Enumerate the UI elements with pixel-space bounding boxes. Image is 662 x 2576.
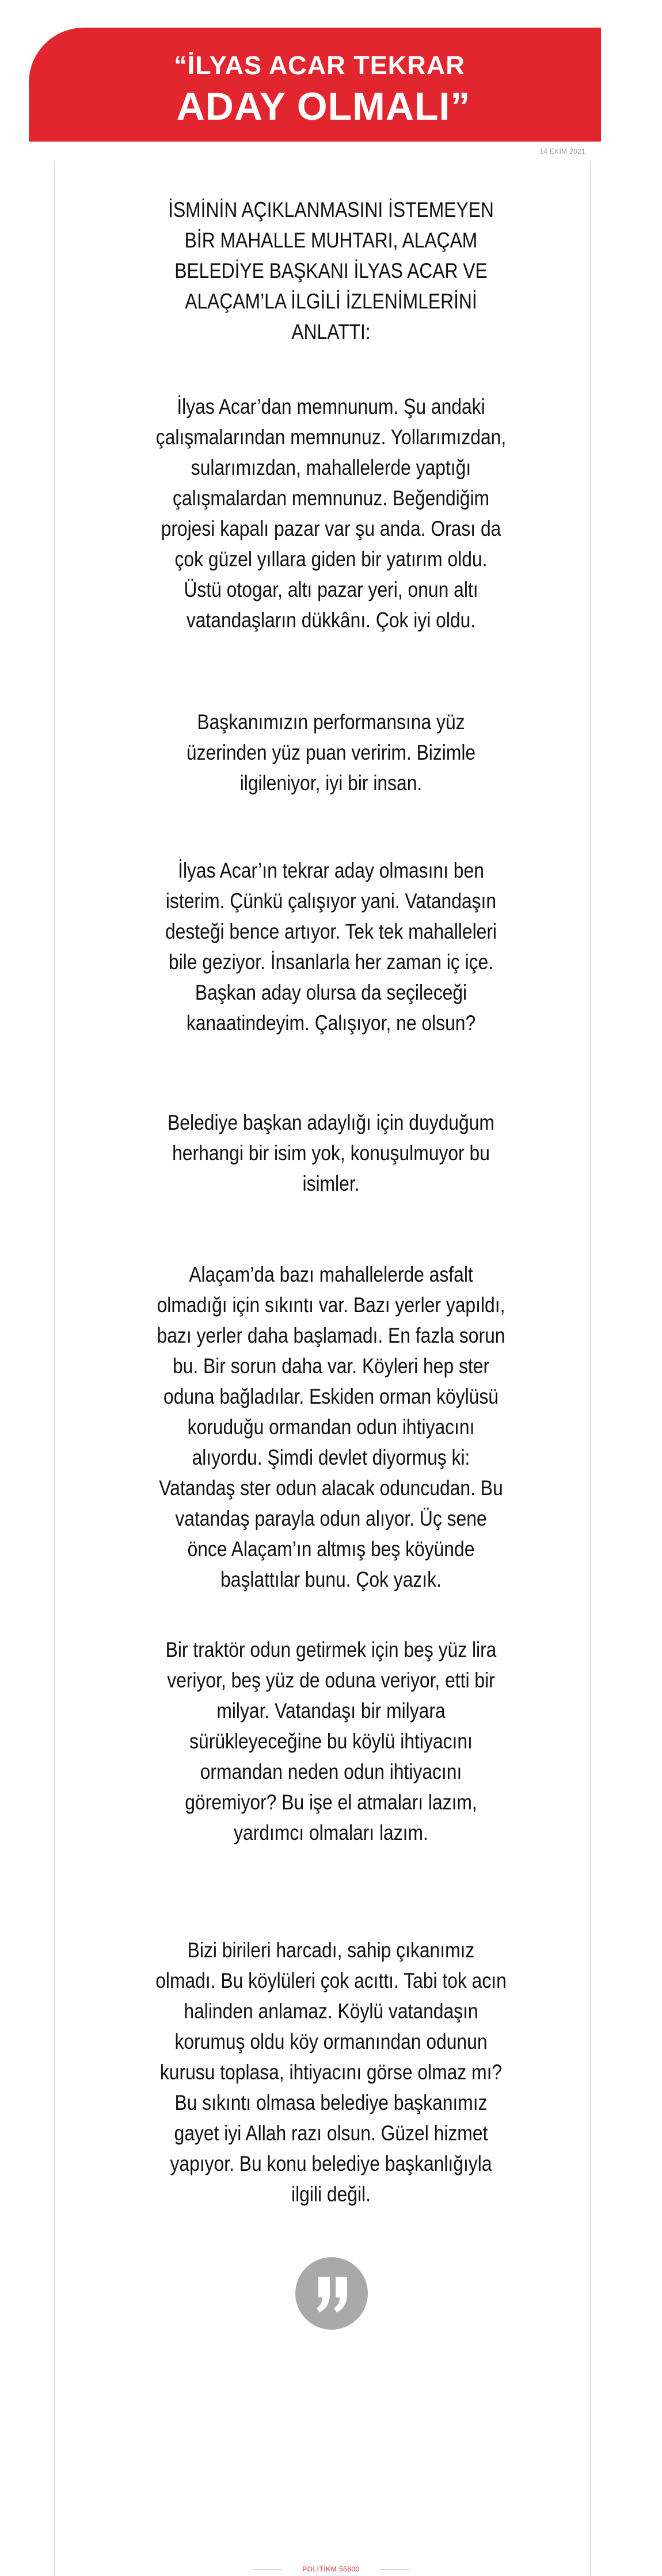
footer-label: POLİTİKM 55800 [302, 2565, 360, 2573]
headline-banner [29, 28, 601, 142]
paragraph-7: Bizi birileri harcadı, sahip çıkanımız olmadı. Bu köylüleri çok acıttı. Tabi tok acın halinden anlamaz. Köylü vatandaşın korumuş oldu köy ormanından odunun kurusu toplasa, ihtiyacını görse olmaz mı? Bu sıkıntı olmasa belediye başkanımız gayet iyi Allah razı olsun. Güzel hizmet yapıyor. Bu konu belediye başkanlığıyla ilgili değil. [155, 1938, 507, 2206]
closing-quote-icon [295, 2257, 368, 2330]
footer-rule-right [380, 2569, 409, 2570]
paragraph-4: Belediye başkan adaylığı için duyduğum herhangi bir isim yok, konuşulmuyor bu isimler. [168, 1111, 494, 1195]
headline-line-1: “İLYAS ACAR TEKRAR [174, 51, 465, 80]
paragraph-3: İlyas Acar’ın tekrar aday olmasını ben isterim. Çünkü çalışıyor yani. Vatandaşın desteği bence artıyor. Tek tek mahalleleri bile geziyor. İnsanlarla her zaman iç içe. Başkan aday olursa da seçileceği kanaatindeyim. Çalışıyor, ne olsun? [165, 859, 497, 1035]
paragraph-6: Bir traktör odun getirmek için beş yüz lira veriyor, beş yüz de oduna veriyor, etti bir milyar. Vatandaşı bir milyara sürükleyeceğine bu köylü ihtiyacını ormandan neden odun ihtiyacını göremiyor? Bu işe el atmaları lazım, yardımcı olmaları lazım. [165, 1638, 497, 1845]
headline-line-2: ADAY OLMALI” [176, 85, 471, 128]
paragraph-2: Başkanımızın performansına yüz üzerinden yüz puan veririm. Bizimle ilgileniyor, iyi bir insan. [186, 710, 476, 795]
paragraph-5: Alaçam’da bazı mahallelerde asfalt olmadığı için sıkıntı var. Bazı yerler yapıldı, bazı yerler daha başlamadı. En fazla sorun bu. Bir sorun daha var. Köyleri hep ster oduna bağladılar. Eskiden orman köylüsü koruduğu ormandan odun ihtiyacını alıyordu. Şimdi devlet diyormuş ki: Vatandaş ster odun alacak oduncudan. Bu vatandaş parayla odun alıyor. Üç sene önce Alaçam’ın altmış beş köyünde başlattılar bunu. Çok yazık. [157, 1263, 505, 1591]
paragraph-1: İlyas Acar’dan memnunum. Şu andaki çalışmalarından memnunuz. Yollarımızdan, sularımızdan, mahallelerde yaptığı çalışmalardan memnunuz. Beğendiğim projesi kapalı pazar var şu anda. Orası da çok güzel yıllara giden bir yatırım oldu. Üstü otogar, altı pazar yeri, onun altı vatandaşların dükkânı. Çok iyi oldu. [155, 395, 507, 632]
intro-paragraph: İSMİNİN AÇIKLANMASINI İSTEMEYEN BİR MAHALLE MUHTARI, ALAÇAM BELEDİYE BAŞKANI İLYAS ACAR VE ALAÇAM’LA İLGİLİ İZLENİMLERİNİ ANLATTI: [168, 198, 494, 344]
publish-date: 14 EKİM 2021 [539, 147, 585, 155]
